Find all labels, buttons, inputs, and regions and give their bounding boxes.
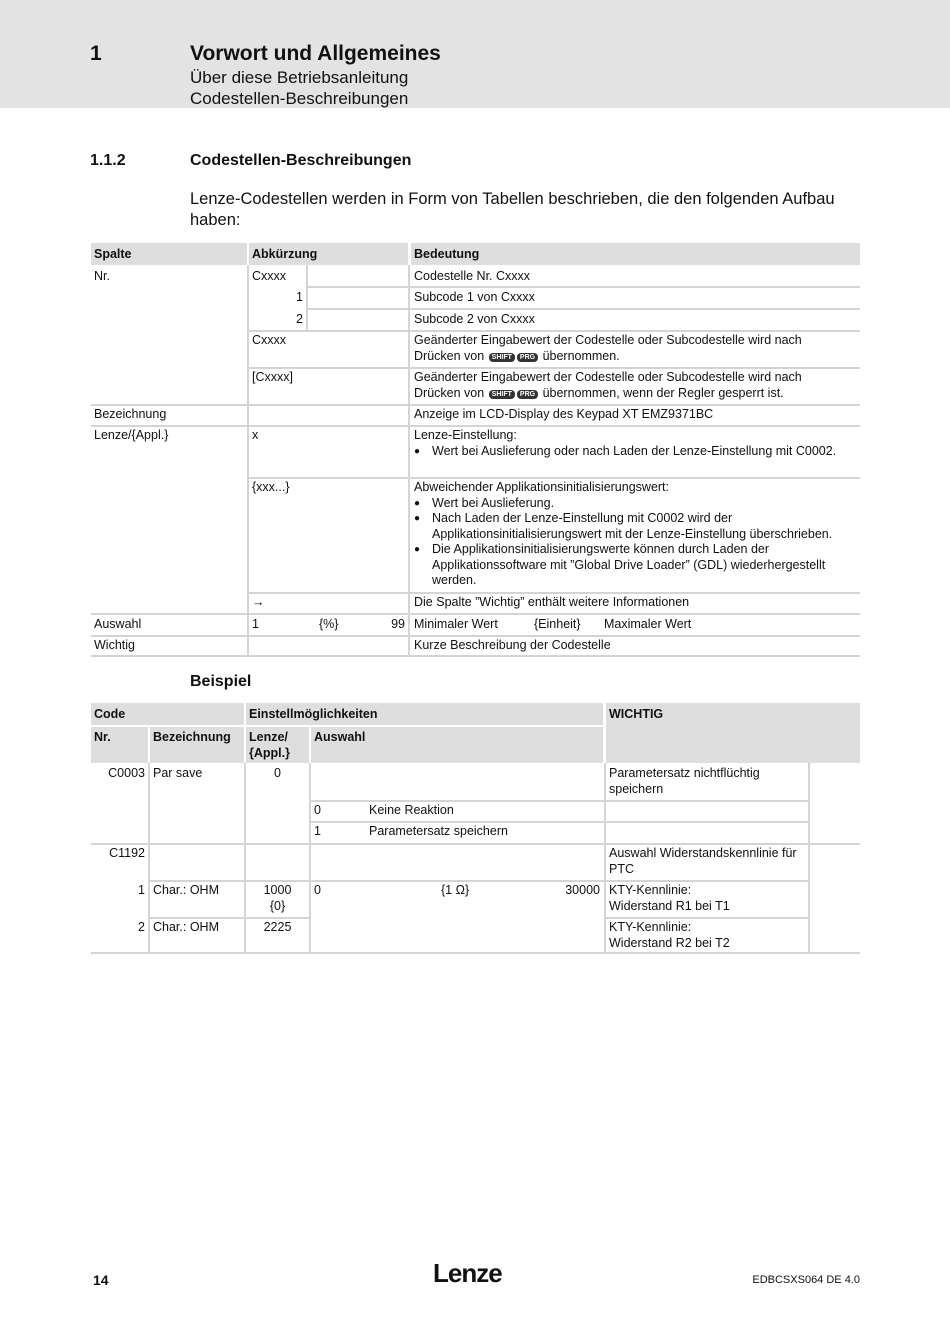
header-einstellmoeglichkeiten: Einstellmöglichkeiten [246,703,603,725]
bed-changed: Geänderter Eingabewert der Codestelle oder Subcodestelle wird nach Drücken von SHIFT PRG übernommen. [414,333,802,363]
bed-arrow: Die Spalte ”Wichtig” enthält weitere Informationen [414,595,690,609]
example-title: Beispiel [190,673,252,690]
c1192-sub2-lenze: 2225 [263,920,292,934]
section-number: 1.1.2 [90,152,126,169]
spalte-lenze: Lenze/{Appl.} [94,428,169,442]
c1192-sub2-nr: 2 [138,920,145,934]
shift-key-icon: SHIFT [489,390,515,399]
chapter-title: Vorwort und Allgemeines [190,42,441,65]
abk-locked: [Cxxxx] [252,370,293,384]
chapter-header [0,0,950,108]
prg-key-icon: PRG [517,390,538,399]
spalte-bezeichnung: Bezeichnung [94,407,167,421]
c0003-opt1-value: 1 [314,824,321,838]
c1192-sub1-lenze: 1000 {0} [263,883,292,913]
c0003-bezeichnung: Par save [153,766,203,780]
header-abkuerzung: Abkürzung [249,243,408,265]
bed-appl: Abweichender Applikationsinitialisierungswert: ● Wert bei Auslieferung. ● Nach Laden der Lenze-Einstellung mit C0002 wird der Applikationsinitialisierungswert mit der Lenze-Einstellung überschrieben. ● Die Applikationsinitialisierungswerte können durch Laden der Applikationssoftware mit ”Global Drive Loader” (GDL) wiederhergestellt werden. [411,480,851,589]
c1192-nr: C1192 [109,846,145,860]
spalte-wichtig: Wichtig [94,638,135,652]
c0003-wichtig: Parametersatz nichtflüchtig speichern [609,766,760,796]
abk-min: 1 [252,617,259,631]
page-number: 14 [93,1272,109,1288]
abk-changed: Cxxxx [252,333,287,347]
c1192-sub1-max: 30000 [565,883,600,897]
c0003-lenze: 0 [274,766,281,780]
lenze-logo: Lenze [433,1258,502,1288]
bed-lenze-einstellung: Lenze-Einstellung: ● Wert bei Auslieferung oder nach Laden der Lenze-Einstellung mit C0002. [411,428,860,459]
c1192-sub1-wichtig: KTY-Kennlinie: Widerstand R1 bei T1 [609,883,730,913]
abk-appl: {xxx...} [252,480,290,494]
header-bezeichnung: Bezeichnung [150,727,244,763]
abk-cxxxx: Cxxxx [252,269,287,283]
spalte-auswahl: Auswahl [94,617,142,631]
header-auswahl: Auswahl [311,727,603,763]
c0003-opt1-label: Parametersatz speichern [369,824,508,838]
c0003-opt0-value: 0 [314,803,321,817]
chapter-subtitle: Über diese Betriebsanleitung [190,68,409,87]
bed-locked: Geänderter Eingabewert der Codestelle oder Subcodestelle wird nach Drücken von SHIFT PRG übernommen, wenn der Regler gesperrt ist. [414,370,802,400]
bed-sub1: Subcode 1 von Cxxxx [414,290,535,304]
bed-sub2: Subcode 2 von Cxxxx [414,312,535,326]
header-bedeutung: Bedeutung [411,243,860,265]
chapter-number: 1 [90,42,102,65]
bed-unit: {Einheit} [534,617,581,631]
c0003-nr: C0003 [108,766,145,780]
shift-key-icon: SHIFT [489,353,515,362]
header-lenze-appl: Lenze/ {Appl.} [246,727,309,763]
abk-unit: {%} [319,617,339,631]
header-nr: Nr. [91,727,148,763]
c1192-sub1-nr: 1 [138,883,145,897]
c1192-sub1-min: 0 [314,883,321,897]
bed-max: Maximaler Wert [604,617,692,631]
abk-x: x [252,428,259,442]
header-spalte: Spalte [91,243,247,265]
bed-bezeichnung: Anzeige im LCD-Display des Keypad XT EMZ9371BC [414,407,714,421]
header-wichtig: WICHTIG [606,703,860,763]
abk-sub1: 1 [296,290,303,304]
abk-sub2: 2 [296,312,303,326]
abk-max: 99 [391,617,405,631]
section-intro: Lenze-Codestellen werden in Form von Tabellen beschrieben, die den folgenden Aufbau haben: [190,190,835,229]
c0003-opt0-label: Keine Reaktion [369,803,454,817]
section-title: Codestellen-Beschreibungen [190,152,412,169]
bed-wichtig: Kurze Beschreibung der Codestelle [414,638,611,652]
header-code: Code [91,703,244,725]
c1192-sub1-unit: {1 Ω} [441,883,470,897]
c1192-sub2-wichtig: KTY-Kennlinie: Widerstand R2 bei T2 [609,920,730,950]
document-id: EDBCSXS064 DE 4.0 [752,1274,860,1286]
c1192-sub1-bezeichnung: Char.: OHM [153,883,219,897]
chapter-subtitle-2: Codestellen-Beschreibungen [190,89,409,108]
arrow-icon: → [252,595,265,609]
spalte-nr: Nr. [94,269,110,283]
bed-min: Minimaler Wert [414,617,498,631]
c1192-wichtig: Auswahl Widerstandskennlinie für PTC [609,846,797,876]
prg-key-icon: PRG [517,353,538,362]
bed-codestelle: Codestelle Nr. Cxxxx [414,269,531,283]
c1192-sub2-bezeichnung: Char.: OHM [153,920,219,934]
